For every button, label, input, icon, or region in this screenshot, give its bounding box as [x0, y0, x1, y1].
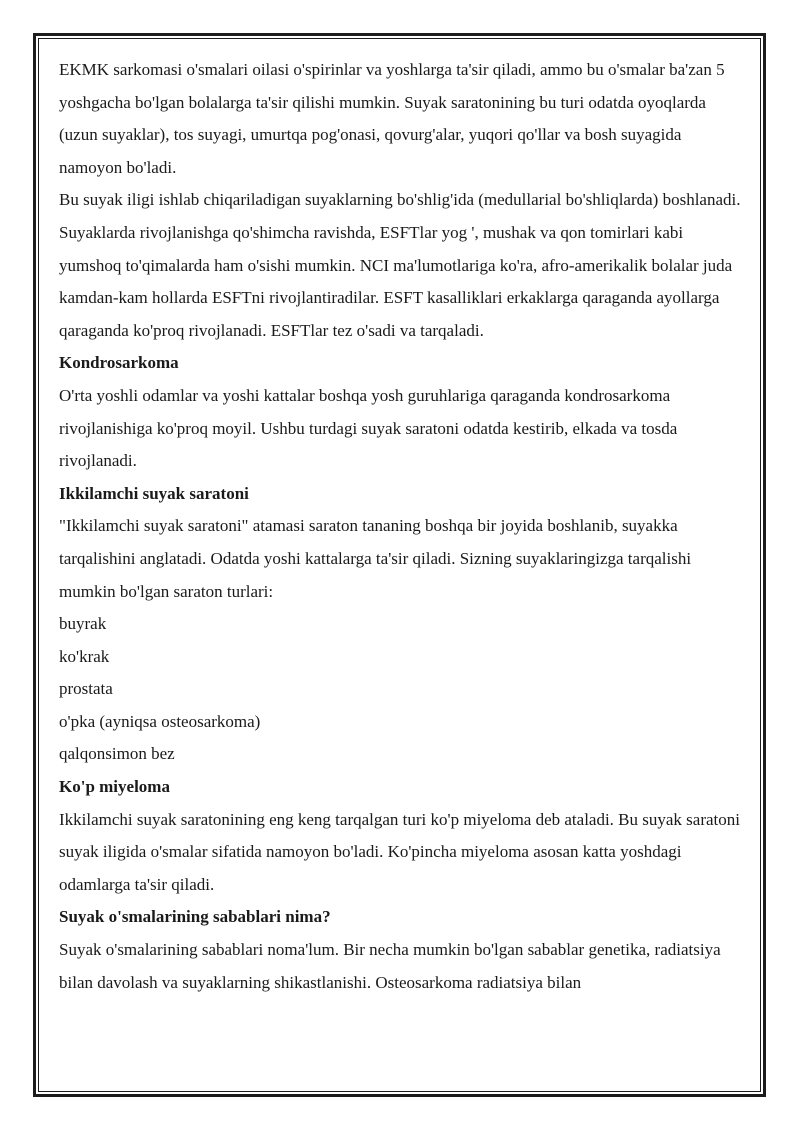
list-item: qalqonsimon bez: [59, 744, 175, 764]
heading-secondary-bone-cancer: Ikkilamchi suyak saratoni: [59, 483, 249, 503]
heading-causes: Suyak o'smalarining sabablari nima?: [59, 907, 331, 927]
paragraph-ekmk: EKMK sarkomasi o'smalari oilasi o'spirinlar va yoshlarga ta'sir qiladi, ammo bu o'smalar ba'zan 5 yoshgacha bo'lgan bolalarga ta'sir qilishi mumkin. Suyak saratonining bu turi odatda oyoqlarda (uzun suyaklar), tos suyagi, umurtqa pog'onasi, qovurg'alar, yuqori qo'llar va bosh suyagida namoyon bo'ladi.: [59, 60, 725, 177]
list-item: ko'krak: [59, 646, 110, 666]
list-item: prostata: [59, 679, 113, 699]
document-body: [59, 54, 747, 999]
paragraph-chondrosarcoma: O'rta yoshli odamlar va yoshi kattalar boshqa yosh guruhlariga qaraganda kondrosarkoma rivojlanishiga ko'proq moyil. Ushbu turdagi suyak saratoni odatda kestirib, elkada va tosda rivojlanadi.: [59, 385, 678, 471]
heading-multiple-myeloma: Ko'p miyeloma: [59, 777, 170, 797]
paragraph-multiple-myeloma: Ikkilamchi suyak saratonining eng keng tarqalgan turi ko'p miyeloma deb ataladi. Bu suyak saratoni suyak iligida o'smalar sifatida namoyon bo'ladi. Ko'pincha miyeloma asosan katta yoshdagi odamlarga ta'sir qiladi.: [59, 809, 740, 894]
heading-chondrosarcoma: Kondrosarkoma: [59, 353, 179, 373]
cancer-types-list: [59, 608, 747, 771]
list-item: buyrak: [59, 614, 107, 634]
paragraph-esft: Bu suyak iligi ishlab chiqariladigan suyaklarning bo'shlig'ida (medullarial bo'shliqlarda) boshlanadi. Suyaklarda rivojlanishga qo'shimcha ravishda, ESFTlar yog ', mushak va qon tomirlari kabi yumshoq to'qimalarda ham o'sishi mumkin. NCI ma'lumotlariga ko'ra, afro-amerikalik bolalar juda kamdan-kam hollarda ESFTni rivojlantiradilar. ESFT kasalliklari erkaklarga qaraganda ayollarga qaraganda ko'proq rivojlanadi. ESFTlar tez o'sadi va tarqaladi.: [59, 190, 741, 340]
paragraph-secondary-bone-cancer: "Ikkilamchi suyak saratoni" atamasi saraton tananing boshqa bir joyida boshlanib, suyakka tarqalishini anglatadi. Odatda yoshi kattalarga ta'sir qiladi. Sizning suyaklaringizga tarqalishi mumkin bo'lgan saraton turlari:: [59, 516, 692, 601]
list-item: o'pka (ayniqsa osteosarkoma): [59, 711, 261, 731]
paragraph-causes: Suyak o'smalarining sabablari noma'lum. Bir necha mumkin bo'lgan sabablar genetika, radiatsiya bilan davolash va suyaklarning shikastlanishi. Osteosarkoma radiatsiya bilan: [59, 940, 721, 992]
